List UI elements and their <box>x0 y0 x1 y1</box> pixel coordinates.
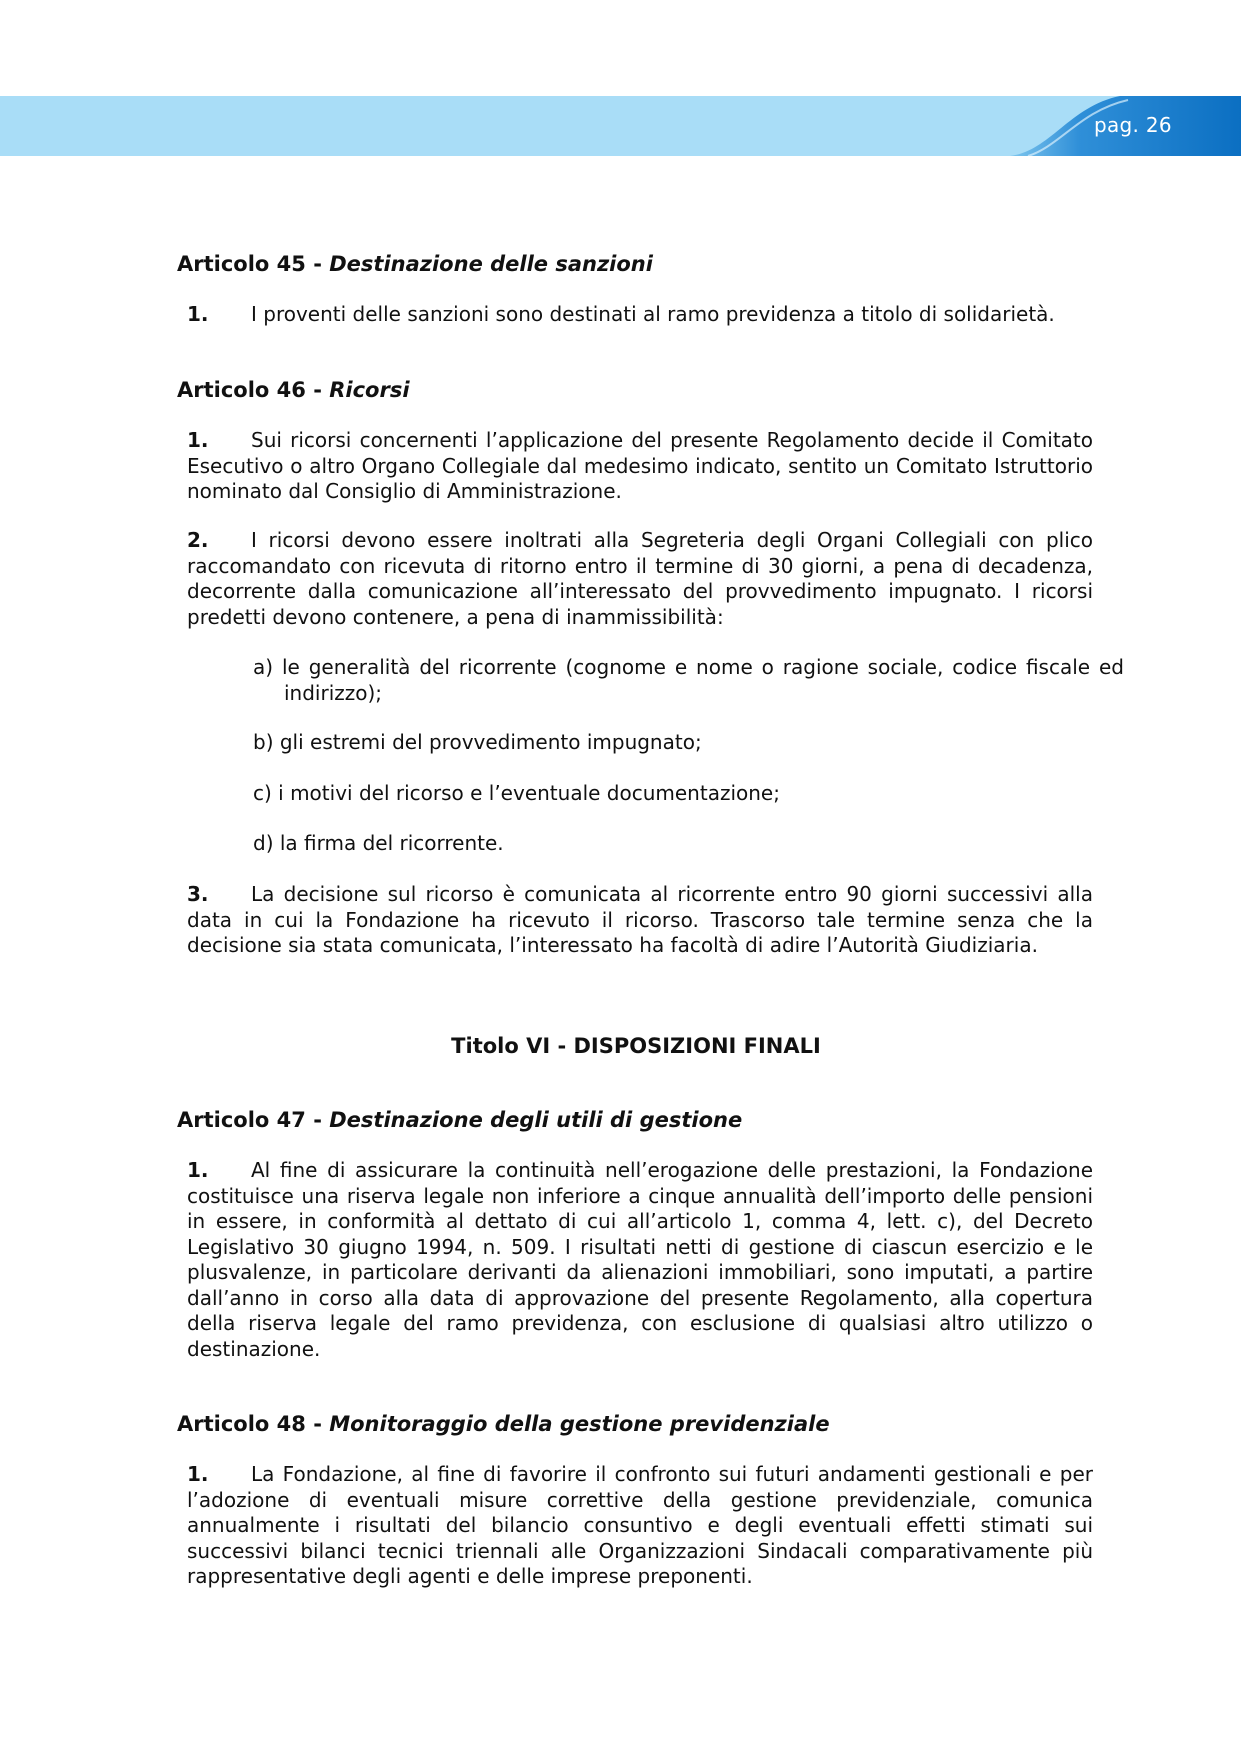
article-45-title: Destinazione delle sanzioni <box>329 252 653 276</box>
article-48-heading <box>177 1411 830 1437</box>
article-47-paragraph-1 <box>187 1158 1093 1362</box>
paragraph-number: 1. <box>187 428 209 452</box>
page-number: pag. 26 <box>1094 113 1172 137</box>
list-item-c: c) i motivi del ricorso e l’eventuale documentazione; <box>253 781 780 805</box>
article-48-title: Monitoraggio della gestione previdenziale <box>329 1412 830 1436</box>
list-item-d: d) la firma del ricorrente. <box>253 831 504 855</box>
article-45-heading <box>177 251 653 277</box>
paragraph-number: 3. <box>187 882 209 906</box>
article-47-heading <box>177 1107 742 1133</box>
article-46-paragraph-2 <box>187 528 1093 630</box>
paragraph-text: La decisione sul ricorso è comunicata al ricorrente entro 90 giorni successivi alla data in cui la Fondazione ha ricevuto il ricorso. Trascorso tale termine senza che la decisione sia stata comunicata, l’interessato ha facoltà di adire l’Autorità Giudiziaria. <box>187 882 1093 957</box>
section-title: Titolo VI - DISPOSIZIONI FINALI <box>451 1034 821 1058</box>
article-46-label: Articolo 46 - <box>177 378 330 402</box>
article-47-title: Destinazione degli utili di gestione <box>329 1108 743 1132</box>
paragraph-text: Sui ricorsi concernenti l’applicazione del presente Regolamento decide il Comitato Esecutivo o altro Organo Collegiale dal medesimo indicato, sentito un Comitato Istruttorio nominato dal Consiglio di Amministrazione. <box>187 428 1093 503</box>
paragraph-text: La Fondazione, al fine di favorire il confronto sui futuri andamenti gestionali e per l’adozione di eventuali misure correttive della gestione previdenziale, comunica annualmente i risultati del bilancio consuntivo e degli eventuali effetti stimati sui successivi bilanci tecnici triennali alle Organizzazioni Sindacali comparativamente più rappresentative degli agenti e delle imprese preponenti. <box>187 1462 1093 1588</box>
article-45-label: Articolo 45 - <box>177 252 330 276</box>
article-46-title: Ricorsi <box>329 378 410 402</box>
list-item-b: b) gli estremi del provvedimento impugnato; <box>253 730 702 754</box>
paragraph-text: Al fine di assicurare la continuità nell’erogazione delle prestazioni, la Fondazione costituisce una riserva legale non inferiore a cinque annualità dell’importo delle pensioni in essere, in conformità al dettato di cui all’articolo 1, comma 4, lett. c), del Decreto Legislativo 30 giugno 1994, n. 509. I risultati netti di gestione di ciascun esercizio e le plusvalenze, in particolare derivanti da alienazioni immobiliari, sono imputati, a partire dall’anno in corso alla data di approvazione del presente Regolamento, alla copertura della riserva legale del ramo previdenza, con esclusione di qualsiasi altro utilizzo o destinazione. <box>187 1158 1093 1361</box>
article-46-paragraph-3 <box>187 882 1093 959</box>
paragraph-text: I ricorsi devono essere inoltrati alla Segreteria degli Organi Collegiali con plico raccomandato con ricevuta di ritorno entro il termine di 30 giorni, a pena di decadenza, decorrente dalla comunicazione all’interessato del provvedimento impugnato. I ricorsi predetti devono contenere, a pena di inammissibilità: <box>187 528 1093 629</box>
article-45-paragraph-1 <box>187 302 1093 328</box>
article-48-label: Articolo 48 - <box>177 1412 330 1436</box>
paragraph-number: 1. <box>187 1158 209 1182</box>
paragraph-number: 2. <box>187 528 209 552</box>
paragraph-number: 1. <box>187 1462 209 1486</box>
article-46-paragraph-1 <box>187 428 1093 505</box>
list-item-a: a) le generalità del ricorrente (cognome e nome o ragione sociale, codice fiscale ed indirizzo); <box>253 655 1124 705</box>
article-46-heading <box>177 377 410 403</box>
article-47-label: Articolo 47 - <box>177 1108 330 1132</box>
paragraph-number: 1. <box>187 302 209 326</box>
paragraph-text: I proventi delle sanzioni sono destinati al ramo previdenza a titolo di solidarietà. <box>251 302 1055 326</box>
article-48-paragraph-1 <box>187 1462 1093 1590</box>
